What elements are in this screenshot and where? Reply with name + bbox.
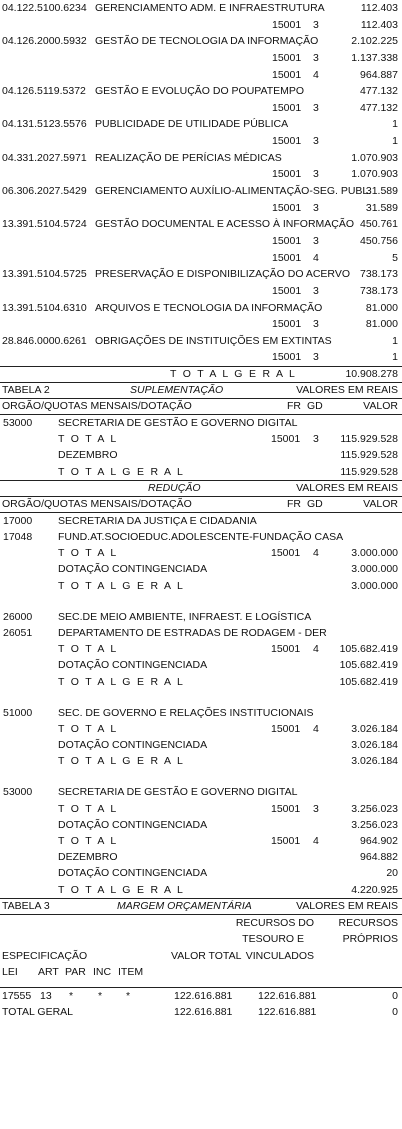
total-label: T O T A L xyxy=(58,547,118,560)
program-code: 13.391.5104.6310 xyxy=(2,301,87,314)
grupo-despesa: 3 xyxy=(313,101,319,114)
spacer xyxy=(0,594,402,609)
valor: 3.000.000 xyxy=(351,547,398,560)
source-row xyxy=(0,233,402,250)
orgao-code: 17000 xyxy=(3,514,33,527)
program-code: 04.126.2000.5932 xyxy=(2,35,87,48)
table-3-header xyxy=(0,915,402,987)
total-label: T O T A L G E R A L xyxy=(58,675,185,688)
program-description: REALIZAÇÃO DE PERÍCIAS MÉDICAS xyxy=(95,151,282,164)
program-value: 964.887 xyxy=(360,68,398,81)
program-value: 450.756 xyxy=(360,234,398,247)
program-value: 1.070.903 xyxy=(351,151,398,164)
program-code: 28.846.0000.6261 xyxy=(2,334,87,347)
program-row xyxy=(0,300,402,317)
quota-label: DOTAÇÃO CONTINGENCIADA xyxy=(58,659,208,672)
proprios-header-line-2: PRÓPRIOS xyxy=(342,933,398,946)
item-header: ITEM xyxy=(118,966,144,979)
program-description: OBRIGAÇÕES DE INSTITUIÇÕES EM EXTINTAS xyxy=(95,334,332,347)
source-row xyxy=(0,17,402,34)
program-value: 1 xyxy=(392,135,398,148)
total-geral-label: TOTAL GERAL xyxy=(2,1006,73,1019)
org-row xyxy=(0,784,402,800)
program-value: 477.132 xyxy=(360,85,398,98)
values-in-reais-label: VALORES EM REAIS xyxy=(296,899,398,912)
orgao-code: 26051 xyxy=(3,626,33,639)
sub-row xyxy=(0,657,402,673)
grupo-despesa: 3 xyxy=(313,201,319,214)
valor: 105.682.419 xyxy=(339,675,398,688)
org-row xyxy=(0,705,402,721)
source-row xyxy=(0,349,402,366)
program-value: 450.761 xyxy=(360,218,398,231)
total-label: T O T A L xyxy=(58,433,118,446)
quota-label: DOTAÇÃO CONTINGENCIADA xyxy=(58,739,208,752)
program-value: 738.173 xyxy=(360,268,398,281)
grupo-despesa: 3 xyxy=(313,51,319,64)
program-value: 738.173 xyxy=(360,284,398,297)
program-value: 81.000 xyxy=(365,318,398,331)
sub-row xyxy=(0,817,402,833)
tesouro-header-line-3: VINCULADOS xyxy=(245,949,314,962)
table-3-label: TABELA 3 xyxy=(2,899,50,912)
program-value: 1 xyxy=(392,351,398,364)
program-value: 477.132 xyxy=(360,101,398,114)
total-geral-proprios: 0 xyxy=(392,1006,398,1019)
program-row xyxy=(0,150,402,167)
grupo-despesa: 3 xyxy=(313,234,319,247)
valor: 3.256.023 xyxy=(351,802,398,815)
quota-label: DEZEMBRO xyxy=(58,851,118,864)
sub-row xyxy=(0,447,402,463)
program-row xyxy=(0,116,402,133)
sub-row xyxy=(0,737,402,753)
program-row xyxy=(0,83,402,100)
orgao-name: SEC.DE MEIO AMBIENTE, INFRAEST. E LOGÍSTICA xyxy=(58,610,312,623)
quota-label: DEZEMBRO xyxy=(58,449,118,462)
source-row xyxy=(0,200,402,217)
column-header-gd: GD xyxy=(307,400,323,413)
sub-row xyxy=(0,865,402,881)
grupo-despesa: 3 xyxy=(313,318,319,331)
total-row xyxy=(0,801,402,817)
program-value: 31.589 xyxy=(365,185,398,198)
org-row xyxy=(0,609,402,625)
orgao-name: SEC. DE GOVERNO E RELAÇÕES INSTITUCIONAIS xyxy=(58,706,314,719)
total-row xyxy=(0,721,402,737)
proprios-header-line-1: RECURSOS xyxy=(338,916,398,929)
program-code: 04.131.5123.5576 xyxy=(2,118,87,131)
orgao-name: DEPARTAMENTO DE ESTRADAS DE RODAGEM - DER xyxy=(58,626,327,639)
total-label: T O T A L xyxy=(58,835,118,848)
org-row xyxy=(0,513,402,529)
quota-label: DOTAÇÃO CONTINGENCIADA xyxy=(58,867,208,880)
fonte-recurso: 15001 xyxy=(272,101,302,114)
program-code: 04.331.2027.5971 xyxy=(2,151,87,164)
program-value: 112.403 xyxy=(360,18,398,31)
valor: 3.256.023 xyxy=(351,818,398,831)
program-row xyxy=(0,183,402,200)
tesouro-header-line-1: RECURSOS DO xyxy=(235,916,314,929)
valor-total-header: VALOR TOTAL xyxy=(171,949,242,962)
total-label: T O T A L xyxy=(58,643,118,656)
tesouro-header-line-2: TESOURO E xyxy=(242,933,304,946)
total-label: T O T A L xyxy=(58,722,118,735)
program-value: 2.102.225 xyxy=(351,35,398,48)
source-row xyxy=(0,50,402,67)
grupo-despesa: 3 xyxy=(313,168,319,181)
fonte-recurso: 15001 xyxy=(272,201,302,214)
valor: 115.929.528 xyxy=(340,449,398,462)
total-geral-valor-total: 122.616.881 xyxy=(174,1006,233,1019)
program-code: 13.391.5104.5724 xyxy=(2,218,87,231)
program-value: 81.000 xyxy=(365,301,398,314)
program-description: GESTÃO DE TECNOLOGIA DA INFORMAÇÃO xyxy=(95,35,319,48)
values-in-reais-label: VALORES EM REAIS xyxy=(296,384,398,397)
fonte-recurso: 15001 xyxy=(271,643,301,656)
values-in-reais-label: VALORES EM REAIS xyxy=(296,481,398,494)
org-row xyxy=(0,529,402,545)
especificacao-header: ESPECIFICAÇÃO xyxy=(2,949,88,962)
program-value: 1 xyxy=(392,334,398,347)
orgao-name: SECRETARIA DA JUSTIÇA E CIDADANIA xyxy=(58,514,257,527)
inc-value: * xyxy=(98,989,103,1002)
valor: 105.682.419 xyxy=(339,659,398,672)
source-row xyxy=(0,283,402,300)
valor-total-value: 122.616.881 xyxy=(174,989,233,1002)
sub-row xyxy=(0,561,402,577)
column-header-orgao: ORGÃO/QUOTAS MENSAIS/DOTAÇÃO xyxy=(2,400,192,413)
source-row xyxy=(0,133,402,150)
grupo-despesa: 3 xyxy=(313,18,319,31)
program-description: PRESERVAÇÃO E DISPONIBILIZAÇÃO DO ACERVO xyxy=(95,268,350,281)
par-value: * xyxy=(69,989,74,1002)
program-code: 06.306.2027.5429 xyxy=(2,185,87,198)
art-value: 13 xyxy=(40,989,52,1002)
total-label: T O T A L G E R A L xyxy=(58,579,185,592)
orgao-code: 51000 xyxy=(3,706,33,719)
table-3-data-row xyxy=(0,987,402,1005)
total-label: T O T A L G E R A L xyxy=(58,755,185,768)
par-header: PAR xyxy=(65,966,86,979)
orgao-code: 53000 xyxy=(3,417,33,430)
table-3-title-row xyxy=(0,898,402,915)
lei-value: 17555 xyxy=(2,989,32,1002)
grupo-despesa: 4 xyxy=(313,835,319,848)
sub-row xyxy=(0,849,402,865)
program-value: 1.137.338 xyxy=(351,51,398,64)
valor: 3.026.184 xyxy=(351,755,398,768)
program-row xyxy=(0,33,402,50)
proprios-value: 0 xyxy=(392,989,398,1002)
table-2-label: TABELA 2 xyxy=(2,384,50,397)
fonte-recurso: 15001 xyxy=(272,351,302,364)
program-code: 13.391.5104.5725 xyxy=(2,268,87,281)
program-description: PUBLICIDADE DE UTILIDADE PÚBLICA xyxy=(95,118,289,131)
program-description: GERENCIAMENTO AUXÍLIO-ALIMENTAÇÃO-SEG. PUBL. xyxy=(95,185,372,198)
fonte-recurso: 15001 xyxy=(272,51,302,64)
valor: 115.929.528 xyxy=(340,433,398,446)
grand-row xyxy=(0,882,402,898)
spacer xyxy=(0,690,402,705)
total-row xyxy=(0,641,402,657)
program-value: 1.070.903 xyxy=(351,168,398,181)
valor: 3.000.000 xyxy=(351,579,398,592)
program-value: 5 xyxy=(392,251,398,264)
program-row xyxy=(0,333,402,350)
fonte-recurso: 15001 xyxy=(271,835,301,848)
fonte-recurso: 15001 xyxy=(271,722,301,735)
grupo-despesa: 3 xyxy=(313,135,319,148)
column-header-valor: VALOR xyxy=(363,400,398,413)
valor: 964.882 xyxy=(360,851,398,864)
valor: 964.902 xyxy=(360,835,398,848)
grupo-despesa: 3 xyxy=(313,802,319,815)
fonte-recurso: 15001 xyxy=(272,284,302,297)
total-label: T O T A L G E R A L xyxy=(58,465,185,478)
fonte-recurso: 15001 xyxy=(271,547,301,560)
program-description: ARQUIVOS E TECNOLOGIA DA INFORMAÇÃO xyxy=(95,301,323,314)
column-header-fr: FR xyxy=(287,400,301,413)
reducao-section xyxy=(0,513,402,898)
quota-label: DOTAÇÃO CONTINGENCIADA xyxy=(58,563,208,576)
org-row xyxy=(0,415,402,431)
grand-row xyxy=(0,753,402,769)
reducao-column-headers xyxy=(0,497,402,513)
column-header-valor: VALOR xyxy=(363,497,398,510)
art-header: ART xyxy=(38,966,59,979)
valor: 3.026.184 xyxy=(351,739,398,752)
program-value: 31.589 xyxy=(365,201,398,214)
program-value: 1 xyxy=(392,118,398,131)
program-description: GESTÃO DOCUMENTAL E ACESSO À INFORMAÇÃO xyxy=(95,218,355,231)
orgao-code: 26000 xyxy=(3,610,33,623)
valor: 4.220.925 xyxy=(351,883,398,896)
grupo-despesa: 4 xyxy=(313,251,319,264)
grand-total-label: T O T A L G E R A L xyxy=(170,368,297,381)
valor: 3.000.000 xyxy=(351,563,398,576)
fonte-recurso: 15001 xyxy=(271,802,301,815)
orgao-name: SECRETARIA DE GESTÃO E GOVERNO DIGITAL xyxy=(58,786,298,799)
inc-header: INC xyxy=(93,966,112,979)
valor: 105.682.419 xyxy=(339,643,398,656)
table-2-column-headers xyxy=(0,399,402,415)
source-row xyxy=(0,250,402,267)
reducao-title: REDUÇÃO xyxy=(148,481,201,494)
item-value: * xyxy=(126,989,131,1002)
grand-row xyxy=(0,464,402,480)
orgao-code: 53000 xyxy=(3,786,33,799)
grupo-despesa: 4 xyxy=(313,643,319,656)
suplementacao-title: SUPLEMENTAÇÃO xyxy=(130,384,224,397)
valor: 20 xyxy=(386,867,398,880)
fonte-recurso: 15001 xyxy=(272,251,302,264)
fonte-recurso: 15001 xyxy=(271,433,301,446)
lei-header: LEI xyxy=(2,966,18,979)
spacer xyxy=(0,769,402,784)
total-geral-tesouro: 122.616.881 xyxy=(258,1006,317,1019)
program-code: 04.126.5119.5372 xyxy=(2,85,86,98)
valor: 115.929.528 xyxy=(340,465,398,478)
program-code: 04.122.5100.6234 xyxy=(2,2,87,14)
column-header-orgao: ORGÃO/QUOTAS MENSAIS/DOTAÇÃO xyxy=(2,497,192,510)
grupo-despesa: 4 xyxy=(313,722,319,735)
tesouro-value: 122.616.881 xyxy=(258,989,317,1002)
column-header-gd: GD xyxy=(307,497,323,510)
grupo-despesa: 3 xyxy=(313,351,319,364)
valor: 3.026.184 xyxy=(351,722,398,735)
fonte-recurso: 15001 xyxy=(272,318,302,331)
fonte-recurso: 15001 xyxy=(272,168,302,181)
source-row xyxy=(0,100,402,117)
table-1-programs xyxy=(0,0,402,366)
orgao-name: FUND.AT.SOCIOEDUC.ADOLESCENTE-FUNDAÇÃO CASA xyxy=(58,531,344,544)
program-row xyxy=(0,266,402,283)
source-row xyxy=(0,67,402,84)
fonte-recurso: 15001 xyxy=(272,18,302,31)
reducao-title-row xyxy=(0,480,402,497)
program-value: 112.403 xyxy=(360,2,398,14)
total-row xyxy=(0,545,402,561)
total-row xyxy=(0,833,402,849)
source-row xyxy=(0,316,402,333)
org-row xyxy=(0,625,402,641)
margem-orcamentaria-title: MARGEM ORÇAMENTÁRIA xyxy=(117,899,252,912)
program-row xyxy=(0,216,402,233)
grand-total-value: 10.908.278 xyxy=(345,368,398,381)
suplementacao-section xyxy=(0,415,402,480)
source-row xyxy=(0,166,402,183)
fonte-recurso: 15001 xyxy=(272,234,302,247)
program-description: GESTÃO E EVOLUÇÃO DO POUPATEMPO xyxy=(95,85,305,98)
orgao-name: SECRETARIA DE GESTÃO E GOVERNO DIGITAL xyxy=(58,417,298,430)
table-3-total-row xyxy=(0,1004,402,1021)
grupo-despesa: 3 xyxy=(313,284,319,297)
program-row xyxy=(0,0,402,17)
grupo-despesa: 3 xyxy=(313,433,319,446)
fonte-recurso: 15001 xyxy=(272,68,302,81)
total-label: T O T A L G E R A L xyxy=(58,883,185,896)
column-header-fr: FR xyxy=(287,497,301,510)
fonte-recurso: 15001 xyxy=(272,135,302,148)
grand-row xyxy=(0,674,402,690)
grupo-despesa: 4 xyxy=(313,547,319,560)
table-1-grand-total-row xyxy=(0,366,402,383)
orgao-code: 17048 xyxy=(3,531,33,544)
total-row xyxy=(0,431,402,447)
table-2-title-row xyxy=(0,383,402,399)
grupo-despesa: 4 xyxy=(313,68,319,81)
grand-row xyxy=(0,578,402,594)
total-label: T O T A L xyxy=(58,802,118,815)
quota-label: DOTAÇÃO CONTINGENCIADA xyxy=(58,818,208,831)
program-description: GERENCIAMENTO ADM. E INFRAESTRUTURA xyxy=(95,2,325,14)
